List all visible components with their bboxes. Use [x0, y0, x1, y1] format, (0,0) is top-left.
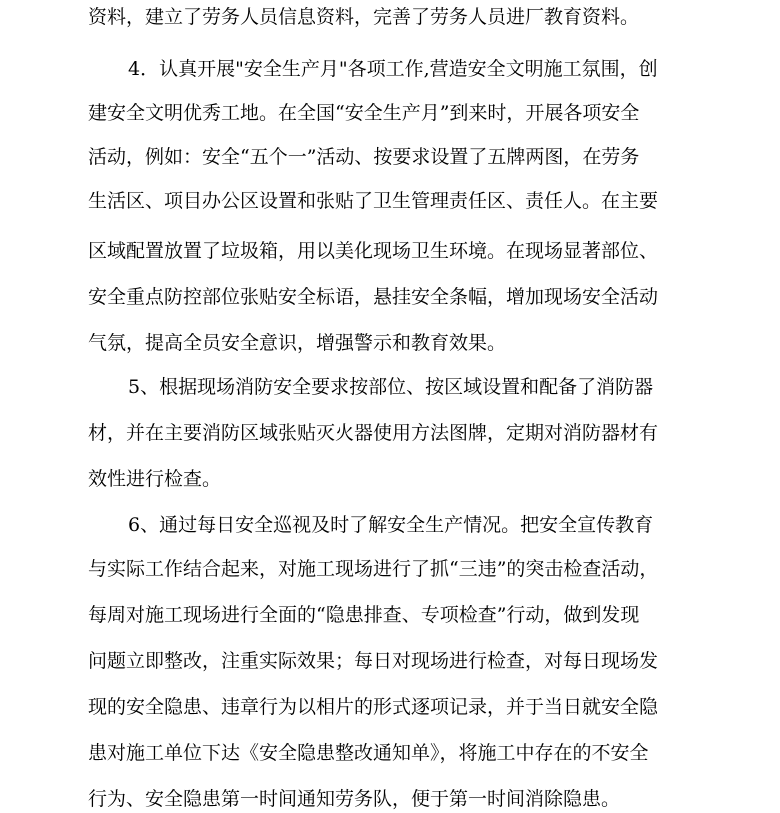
- paragraph-6-first-line: 6、通过每日安全巡视及时了解安全生产情况。把安全宣传教育: [128, 514, 654, 536]
- text-line: 每周对施工现场进行全面的“隐患排查、专项检查”行动，做到发现: [88, 604, 640, 626]
- text-line: 现的安全隐患、违章行为以相片的形式逐项记录，并于当日就安全隐: [88, 696, 659, 718]
- text-line: 效性进行检查。: [88, 468, 222, 490]
- text-line: 安全重点防控部位张贴安全标语，悬挂安全条幅，增加现场安全活动: [88, 286, 659, 308]
- text-line: 材，并在主要消防区域张贴灭火器使用方法图牌，定期对消防器材有: [88, 422, 659, 444]
- text-line: 患对施工单位下达《安全隐患整改通知单》，将施工中存在的不安全: [88, 742, 649, 764]
- text-line: 区域配置放置了垃圾箱，用以美化现场卫生环境。在现场显著部位、: [88, 240, 659, 262]
- text-line: 生活区、项目办公区设置和张贴了卫生管理责任区、责任人。在主要: [88, 190, 659, 212]
- text-line: 行为、安全隐患第一时间通知劳务队，便于第一时间消除隐患。: [88, 788, 621, 810]
- paragraph-5-first-line: 5、根据现场消防安全要求按部位、按区域设置和配备了消防器: [128, 376, 654, 398]
- text-line: 与实际工作结合起来，对施工现场进行了抓“三违”的突击检查活动，: [88, 558, 659, 580]
- text-line: 气氛，提高全员安全意识，增强警示和教育效果。: [88, 332, 507, 354]
- text-line: 建安全文明优秀工地。在全国“安全生产月”到来时，开展各项安全: [88, 102, 640, 124]
- text-line: 资料，建立了劳务人员信息资料，完善了劳务人员进厂教育资料。: [88, 6, 640, 28]
- text-line: 活动，例如：安全“五个一”活动、按要求设置了五牌两图，在劳务: [88, 146, 640, 168]
- paragraph-4-first-line: 4．认真开展"安全生产月"各项工作,营造安全文明施工氛围，创: [128, 58, 658, 80]
- text-line: 问题立即整改，注重实际效果；每日对现场进行检查，对每日现场发: [88, 650, 659, 672]
